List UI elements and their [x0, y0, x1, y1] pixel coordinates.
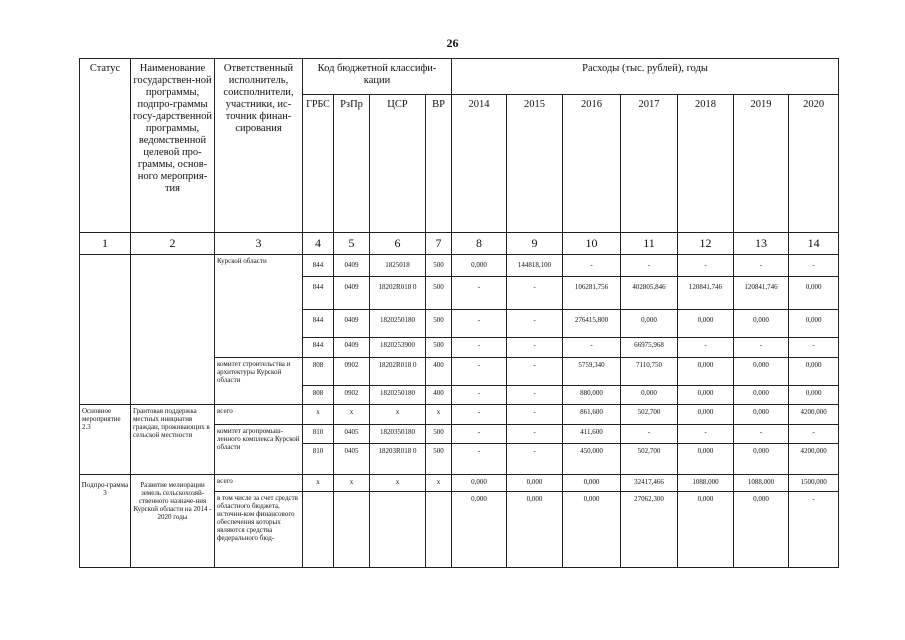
value-cell: 0,000 [789, 358, 839, 386]
value-cell: 0,000 [621, 386, 678, 405]
name-cell: Развитие мелиорации земель сельскохозяй-ственного назначе-ния Курской области на 2014 - 2020 годы [131, 475, 215, 568]
value-cell: 4200,000 [789, 405, 839, 425]
value-cell: 0,000 [678, 492, 734, 568]
value-cell: - [789, 255, 839, 277]
grbs-cell: 844 [303, 338, 334, 358]
value-cell: 0,000 [789, 277, 839, 310]
value-cell: 7110,750 [621, 358, 678, 386]
status-cell [80, 255, 131, 405]
grbs-cell: x [303, 475, 334, 492]
csr-cell: 1820253900 [370, 338, 426, 358]
vr-cell: 500 [426, 444, 452, 475]
value-cell: 27062,300 [621, 492, 678, 568]
header-rzpr: РзПр [334, 95, 370, 233]
value-cell: 0,000 [507, 492, 563, 568]
grbs-cell: 844 [303, 277, 334, 310]
value-cell: 0,000 [563, 475, 621, 492]
grbs-cell: 844 [303, 255, 334, 277]
value-cell: - [734, 255, 789, 277]
name-cell: Грантовая поддержка местных инициатив граждан, проживающих в сельской местности [131, 405, 215, 475]
value-cell: 1088,000 [678, 475, 734, 492]
value-cell: 0,000 [678, 386, 734, 405]
value-cell: - [789, 338, 839, 358]
value-cell: 0,000 [452, 492, 507, 568]
vr-cell: x [426, 475, 452, 492]
value-cell: 0,000 [452, 475, 507, 492]
value-cell: - [452, 444, 507, 475]
value-cell: 0,000 [789, 310, 839, 338]
executor-cell: комитет строительства и архитектуры Курской области [215, 358, 303, 405]
header-status: Статус [80, 59, 131, 233]
value-cell: - [507, 405, 563, 425]
status-cell: Подпро-грамма 3 [80, 475, 131, 568]
vr-cell: 500 [426, 425, 452, 444]
value-cell: 0,000 [734, 444, 789, 475]
value-cell: 0,000 [789, 386, 839, 405]
csr-cell: x [370, 405, 426, 425]
header-name: Наименование государствен-ной программы, подпро-граммы госу-дарственной программы, ведомственной целевой про-граммы, основ-ного мероприя-тия [131, 59, 215, 233]
value-cell: 66975,968 [621, 338, 678, 358]
csr-cell: 1825018 [370, 255, 426, 277]
rzpr-cell: 0405 [334, 425, 370, 444]
value-cell: - [734, 425, 789, 444]
rzpr-cell: 0409 [334, 338, 370, 358]
csr-cell: 1820250180 [370, 310, 426, 338]
column-number-row [80, 233, 839, 255]
column-number: 13 [734, 233, 789, 255]
value-cell: - [507, 425, 563, 444]
value-cell: 450,000 [563, 444, 621, 475]
value-cell: - [507, 386, 563, 405]
value-cell: - [789, 425, 839, 444]
rzpr-cell: 0902 [334, 358, 370, 386]
header-year: 2017 [621, 95, 678, 233]
column-number: 3 [215, 233, 303, 255]
value-cell: 0,000 [734, 310, 789, 338]
value-cell: - [452, 358, 507, 386]
value-cell: 0,000 [734, 386, 789, 405]
value-cell: 1088,000 [734, 475, 789, 492]
csr-cell: x [370, 475, 426, 492]
value-cell: 0,000 [621, 310, 678, 338]
header-csr: ЦСР [370, 95, 426, 233]
grbs-cell: 844 [303, 310, 334, 338]
executor-cell: Курской области [215, 255, 303, 358]
rzpr-cell: x [334, 475, 370, 492]
value-cell: - [452, 425, 507, 444]
csr-cell: 18203R018 0 [370, 444, 426, 475]
column-number: 8 [452, 233, 507, 255]
value-cell: - [452, 310, 507, 338]
rzpr-cell: 0902 [334, 386, 370, 405]
column-number: 11 [621, 233, 678, 255]
executor-cell: всего [215, 475, 303, 492]
header-year: 2019 [734, 95, 789, 233]
value-cell: 144818,100 [507, 255, 563, 277]
vr-cell: 500 [426, 338, 452, 358]
rzpr-cell [334, 492, 370, 568]
value-cell: 1500,000 [789, 475, 839, 492]
column-number: 12 [678, 233, 734, 255]
value-cell: 0,000 [678, 444, 734, 475]
value-cell: - [507, 310, 563, 338]
value-cell: 0,000 [563, 492, 621, 568]
value-cell: - [507, 444, 563, 475]
table-row [80, 255, 839, 277]
budget-table [79, 58, 839, 568]
vr-cell: 500 [426, 255, 452, 277]
value-cell: 861,600 [563, 405, 621, 425]
header-executor: Ответственный исполнитель, соисполнители, участники, ис-точник финан-сирования [215, 59, 303, 233]
value-cell: 120841,746 [678, 277, 734, 310]
value-cell: 106281,756 [563, 277, 621, 310]
value-cell: - [678, 255, 734, 277]
value-cell: 0,000 [507, 475, 563, 492]
vr-cell: x [426, 405, 452, 425]
rzpr-cell: 0409 [334, 310, 370, 338]
executor-cell: всего [215, 405, 303, 425]
value-cell: - [621, 425, 678, 444]
header-budget-code: Код бюджетной классифи-кации [303, 59, 452, 95]
value-cell: 120841,746 [734, 277, 789, 310]
value-cell: - [452, 338, 507, 358]
csr-cell: 18202R018 0 [370, 358, 426, 386]
rzpr-cell: 0409 [334, 255, 370, 277]
csr-cell: 1820350180 [370, 425, 426, 444]
column-number: 5 [334, 233, 370, 255]
value-cell: - [507, 277, 563, 310]
header-vr: ВР [426, 95, 452, 233]
value-cell: 502,700 [621, 444, 678, 475]
table-row [80, 405, 839, 425]
value-cell: 502,700 [621, 405, 678, 425]
value-cell: - [678, 338, 734, 358]
value-cell: 880,000 [563, 386, 621, 405]
csr-cell: 1820250180 [370, 386, 426, 405]
rzpr-cell: 0405 [334, 444, 370, 475]
value-cell: - [563, 255, 621, 277]
rzpr-cell: 0409 [334, 277, 370, 310]
value-cell: - [452, 277, 507, 310]
value-cell: - [789, 492, 839, 568]
executor-cell: комитет агропромыш-ленного комплекса Курской области [215, 425, 303, 475]
column-number: 2 [131, 233, 215, 255]
csr-cell [370, 492, 426, 568]
header-year: 2018 [678, 95, 734, 233]
value-cell: 0,000 [734, 358, 789, 386]
value-cell: 411,600 [563, 425, 621, 444]
value-cell: 0,000 [734, 405, 789, 425]
grbs-cell: 810 [303, 425, 334, 444]
vr-cell: 500 [426, 310, 452, 338]
value-cell: 32417,466 [621, 475, 678, 492]
value-cell: - [452, 405, 507, 425]
value-cell: 276415,800 [563, 310, 621, 338]
header-year: 2014 [452, 95, 507, 233]
grbs-cell: 808 [303, 386, 334, 405]
value-cell: - [507, 338, 563, 358]
value-cell: - [563, 338, 621, 358]
grbs-cell: x [303, 405, 334, 425]
column-number: 6 [370, 233, 426, 255]
value-cell: - [678, 425, 734, 444]
column-number: 4 [303, 233, 334, 255]
column-number: 1 [80, 233, 131, 255]
value-cell: 0,000 [678, 310, 734, 338]
column-number: 7 [426, 233, 452, 255]
executor-cell: в том числе за счет средств областного бюджета, источни-ком финансового обеспечения которых являются средства федерального бюд- [215, 492, 303, 568]
value-cell: - [734, 338, 789, 358]
table-row [80, 475, 839, 492]
header-year: 2015 [507, 95, 563, 233]
csr-cell: 18202R018 0 [370, 277, 426, 310]
value-cell: - [452, 386, 507, 405]
status-cell: Основное мероприятие 2.3 [80, 405, 131, 475]
header-expenses: Расходы (тыс. рублей), годы [452, 59, 839, 95]
value-cell: - [621, 255, 678, 277]
value-cell: - [507, 358, 563, 386]
page-number: 26 [446, 36, 459, 50]
grbs-cell: 808 [303, 358, 334, 386]
value-cell: 402805,846 [621, 277, 678, 310]
header-grbs: ГРБС [303, 95, 334, 233]
name-cell [131, 255, 215, 405]
header-year: 2016 [563, 95, 621, 233]
value-cell: 0,000 [734, 492, 789, 568]
value-cell: 0,000 [452, 255, 507, 277]
vr-cell [426, 492, 452, 568]
value-cell: 5759,340 [563, 358, 621, 386]
vr-cell: 500 [426, 277, 452, 310]
column-number: 14 [789, 233, 839, 255]
grbs-cell [303, 492, 334, 568]
value-cell: 0,000 [678, 358, 734, 386]
header-year: 2020 [789, 95, 839, 233]
vr-cell: 400 [426, 358, 452, 386]
vr-cell: 400 [426, 386, 452, 405]
grbs-cell: 810 [303, 444, 334, 475]
rzpr-cell: x [334, 405, 370, 425]
value-cell: 4200,000 [789, 444, 839, 475]
column-number: 9 [507, 233, 563, 255]
value-cell: 0,000 [678, 405, 734, 425]
column-number: 10 [563, 233, 621, 255]
